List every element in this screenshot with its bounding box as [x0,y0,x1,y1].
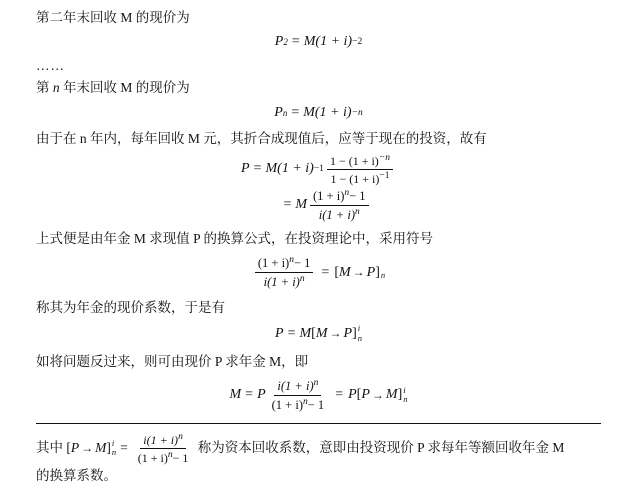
eq6-den-text: (1 + i) [271,398,303,413]
eq7-fraction [135,432,192,465]
eq6-bracket-left: P [361,387,370,403]
eq3-frac-den-text: 1 − (1 + i) [330,171,380,186]
eq5-bracket-sup: i [357,323,361,334]
eq3-line2-den-exp: n [355,206,360,217]
eq3-exponent: −1 [313,164,324,175]
eq4-bracket-left: M [338,264,351,280]
eq6-bracket-right: M [385,387,398,403]
eq3-frac-num-exp: −n [378,152,390,163]
eq6-bracket-close: ] [397,387,403,403]
equation-p-equals-m-bracket [36,324,601,344]
eq2-lhs-sub: n [282,107,288,118]
eq7-den-tail: − 1 [172,450,189,465]
eq3-line2-den-text: i(1 + i) [318,208,356,223]
eq3-line2-frac-denominator [316,206,363,223]
eq4-fraction [255,255,314,290]
eq7-frac-numerator [140,432,186,449]
eq6-bracket-open: [ [356,387,362,403]
eq5-bracket-sub: n [357,332,362,343]
eq6-lhs: M [229,387,242,403]
ellipsis-line: …… [36,58,65,74]
equation-p-annuity [36,153,601,223]
eq1-paren: (1 + i) [315,34,353,50]
eq5-bracket-left: M [315,325,328,341]
eq4-arrow-icon: → [352,265,365,280]
footnote-prefix: 其中 [36,439,67,455]
eq7-bracket-close: ] [106,439,111,455]
eq6-equals: = [245,387,254,403]
paragraph-line1: 第二年末回收 M 的现价为 [36,10,190,25]
eq3-line2-num-tail: − 1 [349,189,366,204]
eq4-num-text: (1 + i) [257,256,290,271]
eq1-coef: M [303,34,316,50]
eq7-frac-denominator [135,449,192,465]
eq6-frac-denominator [269,396,328,413]
horizontal-divider [36,423,601,424]
eq7-bracket-indices [112,439,116,459]
line2-variable: n [52,80,60,96]
eq7-bracket-open: [ [66,439,71,455]
footnote-middle: 称为资本回收系数，意即由投资现价 P 求每年等额回收年金 M [194,439,565,455]
eq7-bracket-term [66,437,116,460]
eq5-bracket-term [311,324,362,344]
eq5-bracket-indices [358,324,362,344]
eq3-coef: M [265,161,278,177]
eq3-frac-numerator [327,153,393,170]
eq5-equals: = [287,325,296,341]
eq4-bracket-open: [ [334,264,339,280]
eq7-bracket-sub: n [111,447,117,458]
paragraph-line6: 如将问题反过来，则可由现价 P 求年金 M，即 [36,353,309,369]
eq3-lhs: P [241,161,250,177]
eq4-den-exp: n [299,274,305,285]
eq7-arrow-icon: → [81,441,94,456]
eq1-equals: = [291,34,300,50]
footnote-paragraph [36,432,601,488]
eq6-fraction [269,378,328,413]
eq4-num-tail: − 1 [293,256,311,271]
eq7-num-text: i(1 + i) [143,432,179,447]
eq2-coef: M [303,104,315,120]
footnote-equation [66,432,194,465]
eq4-bracket-close: ] [375,264,380,280]
eq3-line2-num-exp: n [344,188,350,199]
eq1-exponent: −2 [352,37,363,48]
paragraph-line2 [36,78,601,98]
eq3-equals: = [253,161,262,177]
eq3-line2-equals: = [283,197,292,213]
eq2-lhs: P [274,104,283,120]
eq4-bracket-sub: n [380,270,386,281]
eq6-den-tail: − 1 [307,398,325,413]
eq3-line2-coef: M [295,197,308,213]
eq6-coef: P [257,387,266,403]
eq6-den-exp: n [303,396,308,407]
eq2-equals: = [291,104,300,120]
eq4-frac-denominator [261,273,308,290]
eq7-den-text: (1 + i) [137,450,168,465]
eq6-equals2: = [335,387,344,403]
equation-pn [36,105,601,121]
eq7-bracket-left: P [70,439,80,455]
eq3-line2-frac-numerator [310,188,369,206]
eq3-line2-fraction [310,188,369,223]
eq1-lhs-sub: 2 [283,37,288,48]
eq3-frac-denominator [327,170,392,186]
eq3-frac-num-text: 1 − (1 + i) [329,153,379,168]
eq4-equals: = [321,264,330,280]
eq6-num-exp: n [313,377,319,388]
eq4-den-text: i(1 + i) [263,275,300,290]
eq3-paren: (1 + i) [277,161,314,177]
eq4-frac-numerator [255,255,314,273]
equation-annuity-coefficient [36,255,601,290]
eq5-lhs: P [275,325,284,341]
eq4-bracket-right: P [366,264,376,280]
eq5-arrow-icon: → [329,326,342,341]
eq3-frac-den-exp: −1 [379,170,390,181]
eq3-fraction [327,153,393,186]
eq6-bracket-sup: i [403,384,406,395]
eq1-lhs: P [274,34,284,50]
eq5-coef: M [299,325,312,341]
eq2-paren: (1 + i) [314,104,352,120]
paragraph-line4: 上式便是由年金 M 求现值 P 的换算公式，在投资理论中，采用符号 [36,230,434,246]
eq4-bracket-term [334,265,385,281]
eq7-bracket-sup: i [111,437,115,448]
paragraph-line5: 称其为年金的现价系数，于是有 [36,299,225,315]
eq7-num-exp: n [178,431,183,442]
eq7-den-exp: n [167,449,173,460]
eq6-bracket-term [357,386,408,406]
eq5-bracket-open: [ [311,325,316,341]
eq6-num-text: i(1 + i) [277,379,314,394]
equation-p-annuity-line1 [241,153,396,186]
eq7-equals: = [120,439,128,455]
footnote-end: 的换算系数。 [36,468,117,484]
eq3-line2-num-text: (1 + i) [313,189,345,204]
eq7-bracket-right: M [95,439,107,455]
eq5-bracket-close: ] [352,325,357,341]
eq4-num-exp: n [289,255,294,266]
line2-prefix: 第 [36,80,53,96]
paragraph-line3: 由于在 n 年内，每年回收 M 元，其折合成现值后，应等于现在的投资，故有 [36,130,487,146]
equation-p2 [36,34,601,50]
eq6-arrow-icon: → [371,387,384,402]
eq6-bracket-indices [403,386,407,406]
line2-suffix: 年末回收 M 的现价为 [59,80,190,96]
eq5-bracket-right: P [343,325,353,341]
equation-m-capital-recovery [36,378,601,413]
equation-p-annuity-line2 [283,188,371,223]
eq6-frac-numerator [274,378,321,396]
eq6-coef2: P [348,387,357,403]
eq2-exponent: −n [351,107,363,118]
eq6-bracket-sub: n [403,394,408,405]
